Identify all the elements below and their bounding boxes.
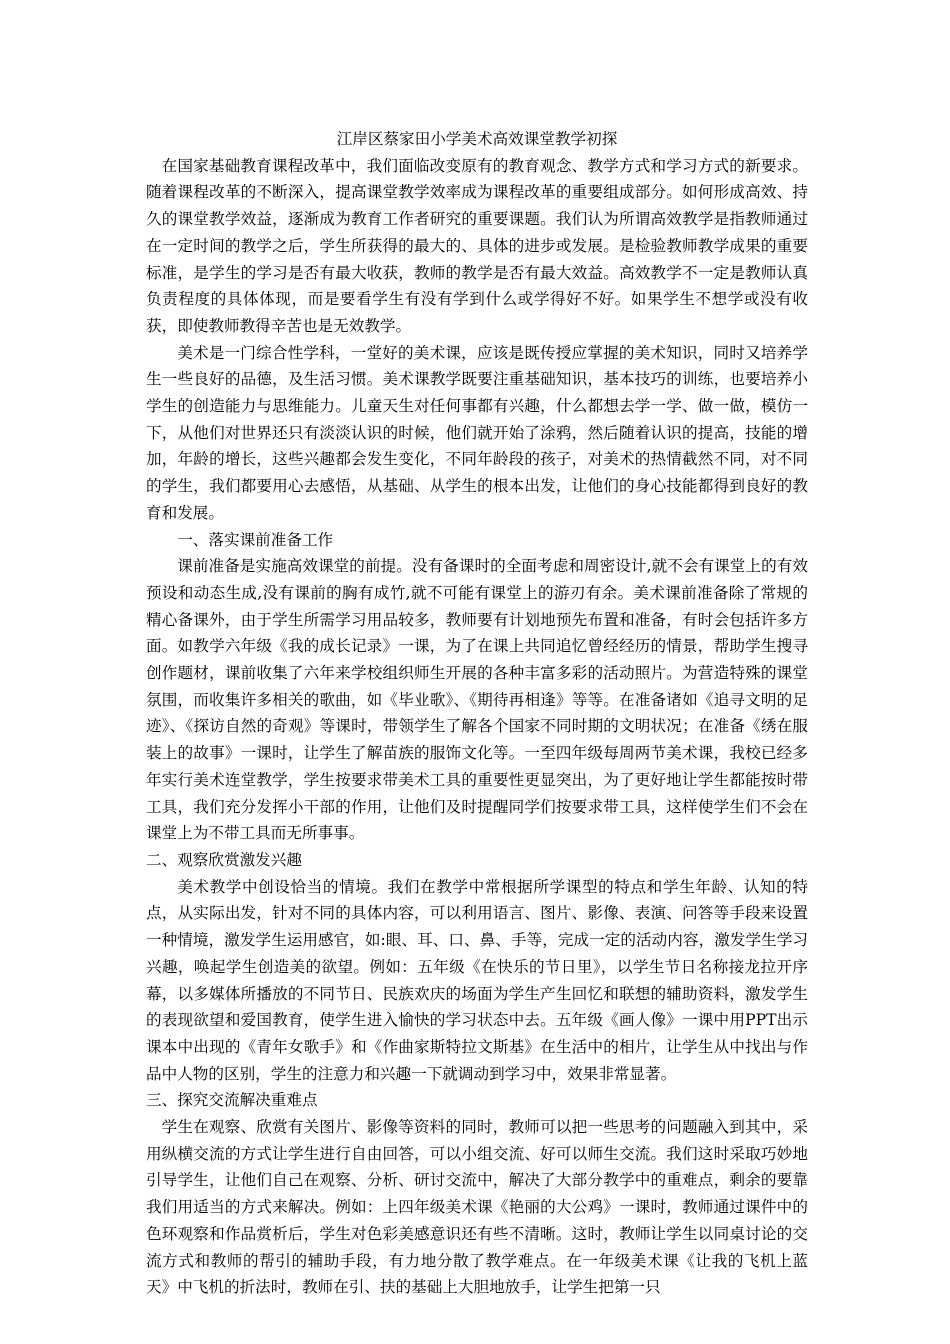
document-title: 江岸区蔡家田小学美术高效课堂教学初探 — [336, 130, 618, 148]
paragraph-intro: 在国家基础教育课程改革中，我们面临改变原有的教育观念、教学方式和学习方式的新要求。随着课程改革的不断深入，提高课堂教学效率成为课程改革的重要组成部分。如何形成高效、持久的课堂教学效益，逐渐成为教育工作者研究的重要课题。我们认为所谓高效教学是指教师通过在一定时间的教学之后，学生所获得的最大的、具体的进步或发展。是检验教师教学成果的重要标准，是学生的学习是否有最大收获，教师的教学是否有最大效益。高效教学不一定是教师认真负责程度的具体体现，而是要看学生有没有学到什么或学得好不好。如果学生不想学或没有收获，即使教师教得辛苦也是无效教学。 — [146, 156, 808, 335]
section-heading-2: 二、观察欣赏激发兴趣 — [146, 850, 302, 869]
paragraph-preparation: 课前准备是实施高效课堂的前提。没有备课时的全面考虑和周密设计,就不会有课堂上的有效预设和动态生成,没有课前的胸有成竹,就不可能有课堂上的游刃有余。美术课前准备除了常规的精心备课外，由于学生所需学习用品较多，教师要有计划地预先布置和准备，有时会包括许多方面。如教学六年级《我的成长记录》一课，为了在课上共同追忆曾经经历的情景，帮助学生搜寻创作题材，课前收集了六年来学校组织师生开展的各种丰富多彩的活动照片。为营造特殊的课堂氛围，而收集许多相关的歌曲，如《毕业歌》、《期待再相逢》等等。在准备诸如《追寻文明的足迹》、《探访自然的奇观》等课时，带领学生了解各个国家不同时期的文明状况；在准备《绣在服装上的故事》一课时，让学生了解苗族的服饰文化等。一至四年级每周两节美术课，我校已经多年实行美术连堂教学，学生按要求带美术工具的重要性更显突出，为了更好地让学生都能按时带工具，我们充分发挥小干部的作用，让他们及时提醒同学们按要求带工具，这样使学生们不会在课堂上为不带工具而无所事事。 — [146, 557, 808, 843]
paragraph-exploration: 学生在观察、欣赏有关图片、影像等资料的同时，教师可以把一些思考的问题融入到其中，采用纵横交流的方式让学生进行自由回答，可以小组交流、好可以师生交流。我们这时采取巧妙地引导学生，让他们自己在观察、分析、研讨交流中，解决了大部分教学中的重难点，剩余的要靠我们用适当的方式来解决。例如：上四年级美术课《艳丽的大公鸡》一课时，教师通过课件中的色环观察和作品赏析后，学生对色彩美感意识还有些不清晰。这时，教师让学生以同桌讨论的交流方式和教师的帮引的辅助手段，有力地分散了教学难点。在一年级美术课《让我的飞机上蓝天》中飞机的折法时，教师在引、扶的基础上大胆地放手，让学生把第一只 — [146, 1118, 808, 1297]
section-heading-1: 一、落实课前准备工作 — [177, 530, 334, 549]
paragraph-art-subject: 美术是一门综合性学科，一堂好的美术课，应该是既传授应掌握的美术知识，同时又培养学生一些良好的品德，及生活习惯。美术课教学既要注重基础知识，基本技巧的训练，也要培养小学生的创造能力与思维能力。儿童天生对任何事都有兴趣，什么都想去学一学、做一做，模仿一下，从他们对世界还只有淡淡认识的时候，他们就开始了涂鸦，然后随着认识的提高，技能的增加，年龄的增长，这些兴趣都会发生变化，不同年龄段的孩子，对美术的热情截然不同，对不同的学生，我们都要用心去感悟，从基础、从学生的根本出发，让他们的身心技能都得到良好的教育和发展。 — [146, 343, 808, 522]
document-page — [146, 126, 808, 1301]
paragraph-interest: 美术教学中创设恰当的情境。我们在教学中常根据所学课型的特点和学生年龄、认知的特点，从实际出发，针对不同的具体内容，可以利用语言、图片、影像、表演、问答等手段来设置一种情境，激发学生运用感官，如:眼、耳、口、鼻、手等，完成一定的活动内容，激发学生学习兴趣，唤起学生创造美的欲望。例如：五年级《在快乐的节日里》，以学生节日名称接龙拉开序幕，以多媒体所播放的不同节日、民族欢庆的场面为学生产生回忆和联想的辅助资料，激发学生的表现欲望和爱国教育，使学生进入愉快的学习状态中去。五年级《画人像》一课中用PPT出示课本中出现的《青年女歌手》和《作曲家斯特拉文斯基》在生活中的相片，让学生从中找出与作品中人物的区别，学生的注意力和兴趣一下就调动到学习中，效果非常显著。 — [146, 877, 808, 1083]
section-heading-3: 三、探究交流解决重难点 — [146, 1091, 318, 1110]
